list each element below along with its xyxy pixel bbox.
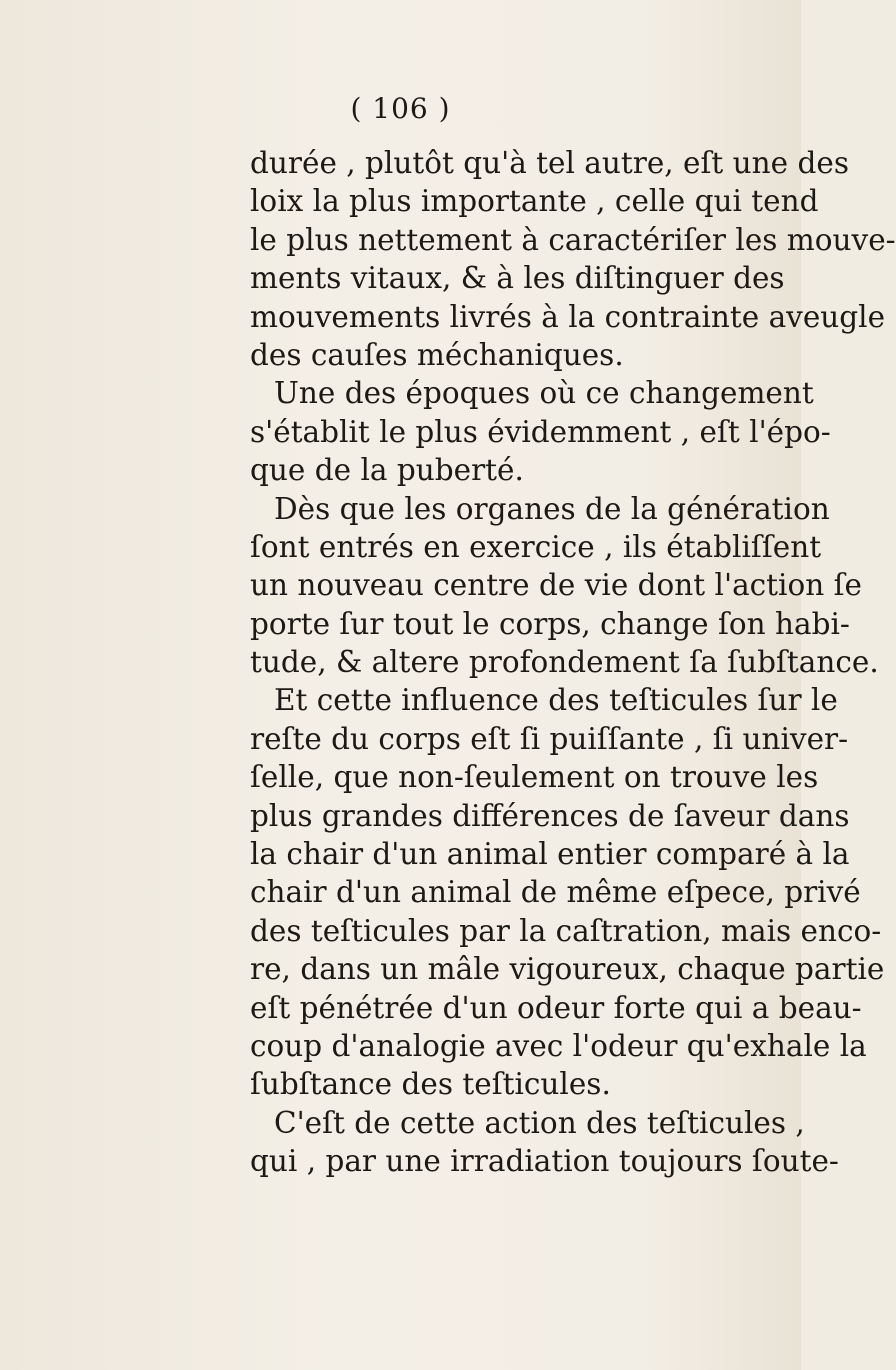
text-line: ments vitaux, & à les diſtinguer des [250, 261, 785, 296]
text-line: des teſticules par la caſtration, mais enco- [250, 913, 882, 948]
text-line: la chair d'un animal entier comparé à la [250, 837, 850, 872]
text-line: chair d'un animal de même eſpece, privé [250, 875, 861, 910]
text-line: coup d'analogie avec l'odeur qu'exhale la [250, 1028, 867, 1063]
text-line: Et cette influence des teſticules ſur le [274, 683, 838, 718]
text-line: porte ſur tout le corps, change ſon habi- [250, 606, 850, 641]
text-line: Dès que les organes de la génération [274, 491, 830, 526]
body-text [250, 144, 896, 1181]
text-line: qui , par une irradiation toujours ſoute- [250, 1144, 839, 1179]
text-line: le plus nettement à caractériſer les mouve- [250, 222, 896, 257]
text-line: ſubſtance des teſticules. [250, 1067, 611, 1102]
text-line: que de la puberté. [250, 453, 524, 488]
text-line: C'eſt de cette action des teſticules , [274, 1105, 805, 1140]
text-line: des cauſes méchaniques. [250, 337, 624, 372]
text-line: reſte du corps eſt ſi puiſſante , ſi univer- [250, 721, 849, 756]
text-line: mouvements livrés à la contrainte aveugle [250, 299, 886, 334]
text-line: ſont entrés en exercice , ils établiſſent [250, 529, 822, 564]
text-line: s'établit le plus évidemment , eſt l'épo- [250, 414, 831, 449]
text-line: Une des époques où ce changement [274, 376, 814, 411]
text-line: re, dans un mâle vigoureux, chaque partie [250, 952, 885, 987]
text-line: eſt pénétrée d'un odeur forte qui a beau- [250, 990, 862, 1025]
text-line: plus grandes différences de ſaveur dans [250, 798, 850, 833]
text-line: durée , plutôt qu'à tel autre, eſt une des [250, 146, 849, 180]
text-line: loix la plus importante , celle qui tend [250, 184, 819, 219]
text-line: tude, & altere profondement ſa ſubſtance. [250, 645, 879, 680]
page-number: ( 106 ) [350, 92, 451, 125]
text-line: un nouveau centre de vie dont l'action ſe [250, 568, 862, 603]
text-line: ſelle, que non-ſeulement on trouve les [250, 760, 819, 795]
